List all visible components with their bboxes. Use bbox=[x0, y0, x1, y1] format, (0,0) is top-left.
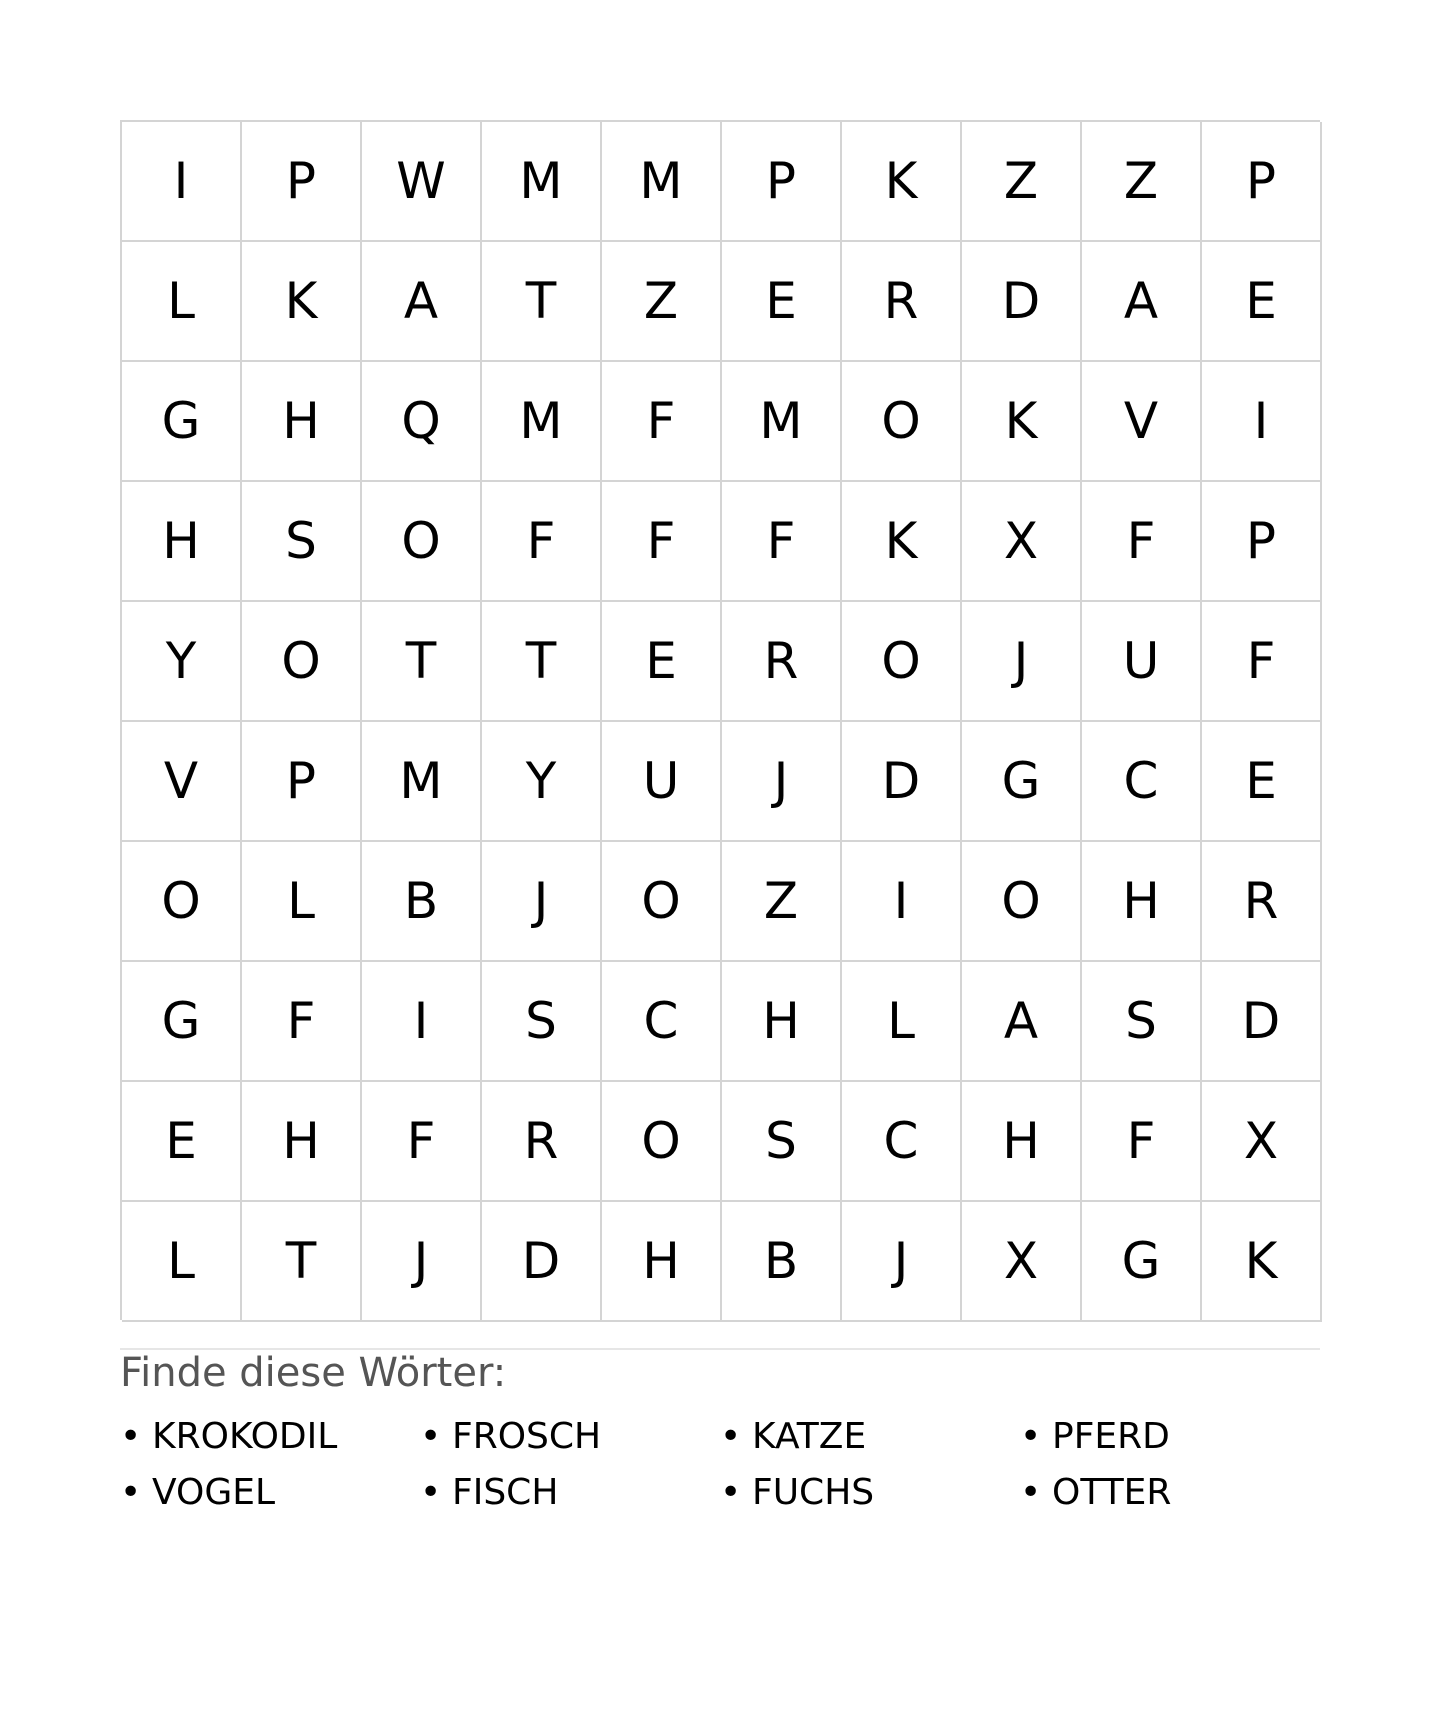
grid-cell[interactable]: V bbox=[122, 722, 242, 842]
grid-cell[interactable]: M bbox=[722, 362, 842, 482]
grid-cell[interactable]: Y bbox=[122, 602, 242, 722]
grid-cell[interactable]: I bbox=[362, 962, 482, 1082]
grid-cell[interactable]: T bbox=[362, 602, 482, 722]
grid-cell[interactable]: X bbox=[1202, 1082, 1322, 1202]
grid-cell[interactable]: H bbox=[962, 1082, 1082, 1202]
grid-cell[interactable]: D bbox=[482, 1202, 602, 1322]
grid-cell[interactable]: M bbox=[482, 122, 602, 242]
grid-cell[interactable]: M bbox=[362, 722, 482, 842]
grid-cell[interactable]: K bbox=[1202, 1202, 1322, 1322]
grid-cell[interactable]: S bbox=[242, 482, 362, 602]
grid-cell[interactable]: S bbox=[722, 1082, 842, 1202]
word-list-item bbox=[720, 1464, 1020, 1520]
grid-cell[interactable]: D bbox=[1202, 962, 1322, 1082]
word-list-item bbox=[420, 1464, 720, 1520]
grid-cell[interactable]: T bbox=[482, 602, 602, 722]
grid-cell[interactable]: C bbox=[1082, 722, 1202, 842]
grid-cell[interactable]: G bbox=[122, 962, 242, 1082]
grid-cell[interactable]: K bbox=[242, 242, 362, 362]
word-label: FROSCH bbox=[452, 1415, 602, 1457]
grid-cell[interactable]: L bbox=[242, 842, 362, 962]
grid-cell[interactable]: F bbox=[362, 1082, 482, 1202]
word-label: FUCHS bbox=[752, 1471, 875, 1513]
grid-cell[interactable]: R bbox=[722, 602, 842, 722]
grid-cell[interactable]: I bbox=[122, 122, 242, 242]
grid-cell[interactable]: F bbox=[482, 482, 602, 602]
grid-cell[interactable]: Y bbox=[482, 722, 602, 842]
grid-cell[interactable]: H bbox=[122, 482, 242, 602]
grid-cell[interactable]: C bbox=[842, 1082, 962, 1202]
grid-cell[interactable]: T bbox=[242, 1202, 362, 1322]
grid-cell[interactable]: B bbox=[362, 842, 482, 962]
grid-cell[interactable]: K bbox=[842, 482, 962, 602]
grid-cell[interactable]: R bbox=[482, 1082, 602, 1202]
word-label: PFERD bbox=[1052, 1415, 1170, 1457]
bullet-icon: • bbox=[1020, 1471, 1042, 1513]
bullet-icon: • bbox=[120, 1415, 142, 1457]
grid-cell[interactable]: J bbox=[362, 1202, 482, 1322]
grid-cell[interactable]: E bbox=[722, 242, 842, 362]
grid-cell[interactable]: H bbox=[722, 962, 842, 1082]
grid-cell[interactable]: H bbox=[242, 1082, 362, 1202]
grid-cell[interactable]: G bbox=[1082, 1202, 1202, 1322]
grid-cell[interactable]: P bbox=[242, 722, 362, 842]
grid-cell[interactable]: P bbox=[242, 122, 362, 242]
grid-cell[interactable]: L bbox=[122, 1202, 242, 1322]
grid-cell[interactable]: A bbox=[962, 962, 1082, 1082]
grid-cell[interactable]: Z bbox=[602, 242, 722, 362]
grid-cell[interactable]: C bbox=[602, 962, 722, 1082]
word-label: OTTER bbox=[1052, 1471, 1172, 1513]
grid-cell[interactable]: Z bbox=[962, 122, 1082, 242]
grid-cell[interactable]: Z bbox=[722, 842, 842, 962]
instructions-heading: Finde diese Wörter: bbox=[120, 1350, 507, 1396]
grid-cell[interactable]: O bbox=[122, 842, 242, 962]
grid-cell[interactable]: O bbox=[602, 842, 722, 962]
grid-cell[interactable]: E bbox=[1202, 722, 1322, 842]
grid-cell[interactable]: A bbox=[362, 242, 482, 362]
grid-cell[interactable]: D bbox=[842, 722, 962, 842]
grid-cell[interactable]: U bbox=[1082, 602, 1202, 722]
grid-cell[interactable]: O bbox=[962, 842, 1082, 962]
grid-cell[interactable]: I bbox=[842, 842, 962, 962]
grid-cell[interactable]: W bbox=[362, 122, 482, 242]
grid-cell[interactable]: P bbox=[1202, 482, 1322, 602]
grid-cell[interactable]: J bbox=[482, 842, 602, 962]
grid-cell[interactable]: J bbox=[842, 1202, 962, 1322]
word-list bbox=[120, 1408, 1320, 1520]
grid-cell[interactable]: J bbox=[722, 722, 842, 842]
grid-cell[interactable]: Z bbox=[1082, 122, 1202, 242]
grid-cell[interactable]: U bbox=[602, 722, 722, 842]
grid-cell[interactable]: R bbox=[1202, 842, 1322, 962]
word-list-item bbox=[1020, 1464, 1320, 1520]
grid-cell[interactable]: G bbox=[122, 362, 242, 482]
word-label: KROKODIL bbox=[152, 1415, 338, 1457]
grid-cell[interactable]: E bbox=[122, 1082, 242, 1202]
grid-cell[interactable]: H bbox=[1082, 842, 1202, 962]
word-list-item bbox=[1020, 1408, 1320, 1464]
grid-cell[interactable]: F bbox=[1202, 602, 1322, 722]
grid-cell[interactable]: L bbox=[842, 962, 962, 1082]
grid-cell[interactable]: R bbox=[842, 242, 962, 362]
bullet-icon: • bbox=[420, 1471, 442, 1513]
grid-cell[interactable]: O bbox=[242, 602, 362, 722]
grid-cell[interactable]: F bbox=[1082, 1082, 1202, 1202]
grid-cell[interactable]: O bbox=[362, 482, 482, 602]
grid-cell[interactable]: I bbox=[1202, 362, 1322, 482]
bullet-icon: • bbox=[1020, 1415, 1042, 1457]
grid-cell[interactable]: E bbox=[1202, 242, 1322, 362]
word-label: VOGEL bbox=[152, 1471, 276, 1513]
grid-cell[interactable]: F bbox=[602, 482, 722, 602]
grid-cell[interactable]: F bbox=[602, 362, 722, 482]
grid-cell[interactable]: K bbox=[962, 362, 1082, 482]
bullet-icon: • bbox=[420, 1415, 442, 1457]
grid-cell[interactable]: X bbox=[962, 1202, 1082, 1322]
grid-cell[interactable]: F bbox=[1082, 482, 1202, 602]
word-label: FISCH bbox=[452, 1471, 559, 1513]
grid-cell[interactable]: X bbox=[962, 482, 1082, 602]
grid-cell[interactable]: P bbox=[722, 122, 842, 242]
grid-cell[interactable]: G bbox=[962, 722, 1082, 842]
grid-cell[interactable]: P bbox=[1202, 122, 1322, 242]
letter-grid bbox=[120, 120, 1320, 1320]
bullet-icon: • bbox=[120, 1471, 142, 1513]
word-list-item bbox=[120, 1408, 420, 1464]
grid-cell[interactable]: S bbox=[482, 962, 602, 1082]
grid-cell[interactable]: Q bbox=[362, 362, 482, 482]
grid-cell[interactable]: O bbox=[602, 1082, 722, 1202]
grid-cell[interactable]: F bbox=[242, 962, 362, 1082]
grid-cell[interactable]: O bbox=[842, 602, 962, 722]
grid-cell[interactable]: S bbox=[1082, 962, 1202, 1082]
grid-cell[interactable]: B bbox=[722, 1202, 842, 1322]
grid-cell[interactable]: T bbox=[482, 242, 602, 362]
grid-cell[interactable]: K bbox=[842, 122, 962, 242]
grid-cell[interactable]: V bbox=[1082, 362, 1202, 482]
grid-cell[interactable]: J bbox=[962, 602, 1082, 722]
grid-cell[interactable]: L bbox=[122, 242, 242, 362]
grid-cell[interactable]: D bbox=[962, 242, 1082, 362]
bullet-icon: • bbox=[720, 1415, 742, 1457]
grid-cell[interactable]: F bbox=[722, 482, 842, 602]
grid-cell[interactable]: O bbox=[842, 362, 962, 482]
grid-cell[interactable]: M bbox=[602, 122, 722, 242]
word-list-item bbox=[120, 1464, 420, 1520]
word-list-item bbox=[420, 1408, 720, 1464]
word-list-item bbox=[720, 1408, 1020, 1464]
grid-cell[interactable]: H bbox=[242, 362, 362, 482]
grid-cell[interactable]: M bbox=[482, 362, 602, 482]
word-label: KATZE bbox=[752, 1415, 867, 1457]
bullet-icon: • bbox=[720, 1471, 742, 1513]
grid-cell[interactable]: E bbox=[602, 602, 722, 722]
grid-cell[interactable]: A bbox=[1082, 242, 1202, 362]
grid-cell[interactable]: H bbox=[602, 1202, 722, 1322]
